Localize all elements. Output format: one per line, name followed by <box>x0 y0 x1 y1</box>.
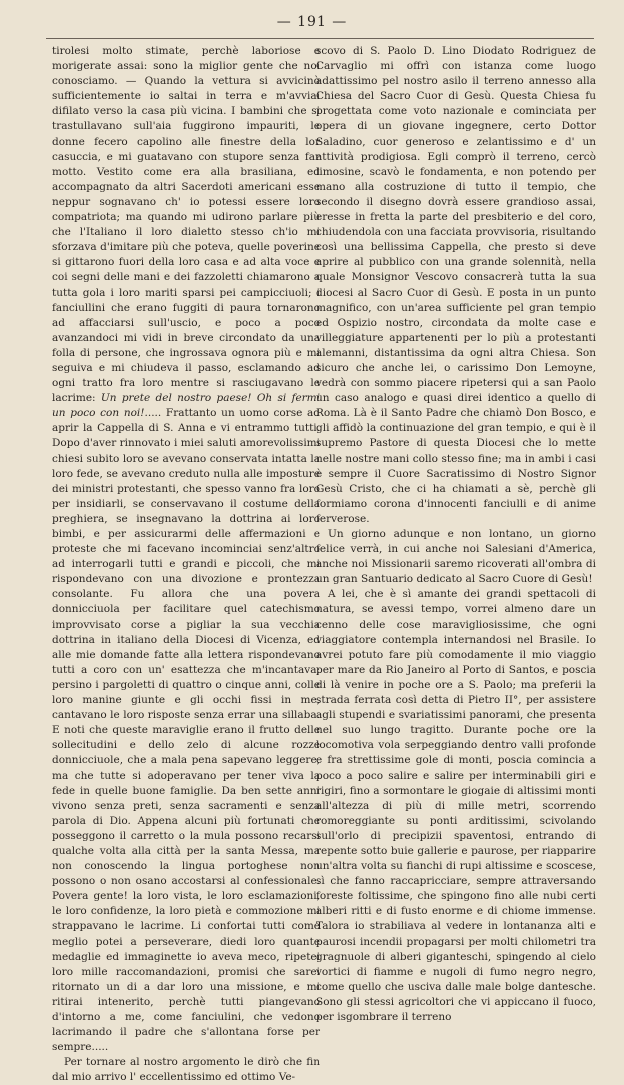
left-paragraph-1-text-b: ..... Frattanto un uomo corse ad aprir la Cappella di S. Anna e vi entrammo tutti. Dopo d'aver rinnovato i miei saluti amorevolissimi chiesi subito loro se avevano conservata intatta la loro fede, se avevano creduto nulla alle imposture dei ministri protestanti, che spesso vanno fra loro per insidiarli, se conservavano il costume della preghiera, se insegnavano la dottrina ai loro bimbi, e per assicurarmi delle affermazioni e proteste che mi facevano incominciai senz'altro ad interrogarli tutti e grandi e piccoli, che mi rispondevano con una divozione e prontezza consolante. Fu allora che una povera donnicciuola per facilitare quel catechismo improvvisato corse a pigliar la sua vecchia dottrina in italiano della Diocesi di Vicenza, ed alle mie domande fatte alla lettera rispondevano tutti a coro con un' esattezza che m'incantava; persino i pargoletti di quattro o cinque anni, colle loro manine giunte e gli occhi fissi in me, cantavano le loro risposte senza errar una sillaba. E noti che queste maraviglie erano il frutto delle sollecitudini e dello zelo di alcune rozze donnicciuole, che a mala pena sapevano leggere, ma che tutte si adoperavano per tener viva la fede in quelle buone famiglie. Da ben sette anni vivono senza preti, senza sacramenti e senza parola di Dio. Appena alcuni più fortunati che posseggono il carretto o la mula possono recarsi qualche volta alla città per la santa Messa, ma non conoscendo la lingua portoghese non possono o non osano accostarsi al confessionale. Povera gente! la loro vista, le loro esclamazioni, le loro confidenze, la loro pietà e commozione mi strappavano le lacrime. Li confortai tutti come meglio potei a perseverare, diedi loro quante medaglie ed immaginette io aveva meco, ripetei loro mille raccomandazioni, promisi che sarei ritornato un di a dar loro una missione, e mi ritirai intenerito, perchè tutti piangevano d'intorno a me, come fanciulini, che vedono lacrimando il padre che s'allontana forse per sempre..... <box>52 407 320 1054</box>
left-paragraph-1-quote: Un prete del nostro paese! Oh si fermi un poco con noi! <box>52 392 320 420</box>
left-column <box>52 44 320 1084</box>
left-paragraph-2: Per tornare al nostro argomento le dirò che fin dal mio arrivo l' eccellentissimo ed ottimo Ve- <box>52 1056 320 1084</box>
header-rule <box>46 38 594 39</box>
page-number: — 191 — <box>276 14 348 30</box>
right-paragraph-1: scovo di S. Paolo D. Lino Diodato Rodriguez de Carvaglio mi offrì con istanza come luogo adattissimo pel nostro asilo il terreno annesso alla Chiesa del Sacro Cuor di Gesù. Questa Chiesa fu progettata come voto nazionale e cominciata per opera di un giovane ingegnere, certo Dottor Saladino, cuor generoso e zelantissimo e d' un attività prodigiosa. Egli comprò il terreno, cercò limosine, scavò le fondamenta, e non potendo per mano alla costruzione di tutto il tempio, che secondo il disegno dovrà essere grandioso assai, eresse in fretta la parte del presbiterio e del coro, chiudendola con una facciata provvisoria, risultando così una bellissima Cappella, che presto si deve aprire al pubblico con una grande solennità, nella quale Monsignor Vescovo consacrerà tutta la sua diocesi al Sacro Cuor di Gesù. E posta in un punto magnifico, con un'area sufficiente pel gran tempio ed Ospizio nostro, circondata da molte case e villeggiature appartenenti per lo più a protestanti alemanni, distantissima da ogni altra Chiesa. Son sicuro che anche lei, o carissimo Don Lemoyne, vedrà con sommo piacere ripetersi qui a san Paolo un caso analogo e quasi direi identico a quello di Roma. Là è il Santo Padre che chiamò Don Bosco, e gli affidò la continuazione del gran tempio, e qui è il supremo Pastore di questa Diocesi che lo mette nelle nostre mani collo stesso fine; ma in ambi i casi è sempre il Cuore Sacratissimo di Nostro Signor Gesù Cristo, che ci ha chiamati a sè, perchè gli formiamo corona d'innocenti fanciulli e di anime ferverose. <box>316 45 596 525</box>
right-paragraph-2: Un giorno adunque e non lontano, un giorno felice verrà, in cui anche noi Salesiani d'America, anche noi Missionarii saremo ricoverati all'ombra di un gran Santuario dedicato al Sacro Cuore di Gesù! <box>316 528 596 586</box>
left-paragraph-1 <box>52 44 320 1055</box>
right-paragraph-3: A lei, che è sì amante dei grandi spettacoli di natura, se avessi tempo, vorrei almeno dare un cenno delle cose maravigliosissime, che ogni viaggiatore contempla internandosi nel Brasile. Io avrei potuto fare più comodamente il mio viaggio per mare da Rio Janeiro al Porto di Santos, e poscia di là venire in poche ore a S. Paolo; ma preferii la strada ferrata così detta di Pietro II°, per assistere agli stupendi e svariatissimi panorami, che presenta nel suo lungo tragitto. Durante poche ore la locomotiva vola serpeggiando dentro valli profonde e fra strettissime gole di monti, poscia comincia a poco a poco salire e salire per interminabili giri e rigiri, fino a sormontare le giogaie di altissimi monti all'altezza di più di mille metri, scorrendo romoreggiante su ponti arditissimi, scivolando sull'orlo di precipizii spaventosi, entrando di repente sotto buie gallerie e paurose, per riapparire un'altra volta su fianchi di rupi altissime e scoscese, sì che fanno raccapricciare, sempre attraversando foreste foltissime, che spingono fino alle nubi certi alberi ritti e di fusto enorme e di chiome immense. Talora io strabiliava al vedere in lontananza alti e paurosi incendii propagarsi per molti chilometri tra gragnuole di alberi giganteschi, spingendo al cielo vortici di fiamme e nugoli di fumo negro negro, come quello che usciva dalle male bolge dantesche. Sono gli stessi agricoltori che vi appiccano il fuoco, per isgombrare il terreno <box>316 588 596 1023</box>
right-column <box>316 44 596 1023</box>
left-paragraph-1-text-a: tirolesi molto stimate, perchè laboriose e morigerate assai: sono la miglior gente che noi conosciamo. — Quando la vettura si avvicinò sufficientemente io saltai in terra e m'avviai difilato verso la casa più vicina. I bambini che si trastullavano sull'aia fuggirono impauriti, le donne fecero capolino alle finestre della lor casuccia, e mi guatavano con stupore senza far motto. Vestito come era alla brasiliana, ed accompagnato da altri Sacerdoti americani esse neppur sognavano ch' io potessi essere loro compatriota; ma quando mi udirono parlare più che l'Italiano il loro dialetto stesso ch'io mi sforzava d'imitare più che poteva, quelle poverine si gittarono fuori della loro casa e ad alta voce e coi segni delle mani e dei fazzoletti chiamarono a tutta gola i loro mariti sparsi pei campicciuoli; i fanciullini che erano fuggiti di paura tornarono ad affacciarsi sull'uscio, e poco a poco avanzandoci mi vidi in breve circondato da una folla di persone, che ingrossava ognora più e mi seguiva e mi chiudeva il passo, esclamando ad ogni tratto fra loro mentre si rasciugavano le lacrime: <box>52 45 320 405</box>
